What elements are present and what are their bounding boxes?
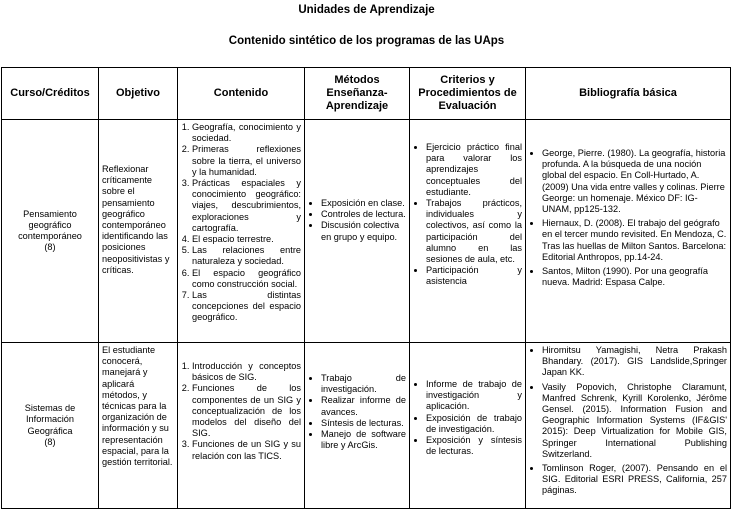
list-item: • Trabajos prácticos, individuales y colectivos, así como la participación del alumno en las sesiones de aula, etc. xyxy=(426,198,522,265)
header-row xyxy=(2,68,731,120)
list-item: • Discusión colectiva en grupo y equipo. xyxy=(321,220,406,242)
header-curso: Curso/Créditos xyxy=(2,68,99,120)
bibliography-cell xyxy=(526,120,731,343)
methods-list xyxy=(308,198,406,243)
course-cell xyxy=(2,120,99,343)
list-item: 2. Primeras reflexiones sobre la tierra, el universo y la humanidad. xyxy=(192,144,301,178)
objective-cell xyxy=(99,343,178,509)
content-list xyxy=(181,361,301,462)
list-item: • Exposición en clase. xyxy=(321,198,406,209)
list-item: 1. Introducción y conceptos básicos de SIG. xyxy=(192,361,301,383)
content-cell xyxy=(178,343,305,509)
criteria-list xyxy=(413,379,522,457)
list-item: • Santos, Milton (1990). Por una geografía nueva. Madrid: Espasa Calpe. xyxy=(542,266,727,288)
list-item: • Participación y asistencia xyxy=(426,265,522,287)
list-item: • Síntesis de lecturas. xyxy=(321,418,406,429)
bibliography-list xyxy=(529,148,727,288)
list-item: 2. Funciones de los componentes de un SIG y conceptualización de los modelos del diseño del SIG. xyxy=(192,383,301,439)
list-item: • Ejercicio práctico final para valorar los aprendizajes conceptuales del estudiante. xyxy=(426,142,522,198)
list-item: • Exposición de trabajo de investigación. xyxy=(426,413,522,435)
list-item: 1. Geografía, conocimiento y sociedad. xyxy=(192,122,301,144)
list-item: 4. El espacio terrestre. xyxy=(192,234,301,245)
list-item: • Vasily Popovich, Christophe Claramunt, Manfred Schrenk, Kyrill Korolenko, Jérôme Gensel. (2015). Information Fusion and Geographic Information Systems (IF&GIS' 2015): Deep Virtualization for Mobile GIS, Springer International Publishing Switzerland. xyxy=(542,382,727,460)
list-item: • Tomlinson Roger, (2007). Pensando en el SIG. Editorial ESRI PRESS, California, 257 páginas. xyxy=(542,463,727,497)
list-item: 3. Funciones de un SIG y su relación con las TICS. xyxy=(192,439,301,461)
list-item: • Manejo de software libre y ArcGis. xyxy=(321,429,406,451)
list-item: • Hiernaux, D. (2008). El trabajo del geógrafo en el tercer mundo revisited. En Mendoza, C. Tras las huellas de Milton Santos. Barcelona: Editorial Anthropos, pp.14-24. xyxy=(542,218,727,263)
list-item: • Controles de lectura. xyxy=(321,209,406,220)
course-cell xyxy=(2,343,99,509)
course-credits: (8) xyxy=(44,436,56,447)
objective-text: Reflexionar críticamente sobre el pensamiento geográfico contemporáneo identificando las posiciones neopositivistas y críticas. xyxy=(102,164,170,275)
objective-text: El estudiante conocerá, manejará y aplicará métodos, y técnicas para la organización de información y su representación espacial, para la gestión territorial. xyxy=(102,345,173,468)
document-title: Unidades de Aprendizaje xyxy=(298,4,435,16)
list-item: • Exposición y síntesis de lecturas. xyxy=(426,435,522,457)
header-objetivo: Objetivo xyxy=(99,68,178,120)
methods-list xyxy=(308,373,406,451)
criteria-cell xyxy=(410,120,526,343)
list-item: 5. Las relaciones entre naturaleza y sociedad. xyxy=(192,245,301,267)
methods-cell xyxy=(305,343,410,509)
header-bibliografia: Bibliografía básica xyxy=(526,68,731,120)
content-list xyxy=(181,122,301,324)
document-subtitle: Contenido sintético de los programas de las UAps xyxy=(228,35,505,47)
list-item: • Trabajo de investigación. xyxy=(321,373,406,395)
list-item: 6. El espacio geográfico como construcción social. xyxy=(192,268,301,290)
list-item: • Hiromitsu Yamagishi, Netra Prakash Bhandary. (2017). GIS Landslide,Springer Japan KK. xyxy=(542,345,727,379)
course-credits: (8) xyxy=(44,242,56,253)
header-criterios: Criterios y Procedimientos de Evaluación xyxy=(410,68,526,120)
bibliography-cell xyxy=(526,343,731,509)
course-name: Pensamiento geográfico contemporáneo xyxy=(18,208,82,241)
list-item: • Realizar informe de avances. xyxy=(321,395,406,417)
header-metodos: Métodos Enseñanza-Aprendizaje xyxy=(305,68,410,120)
table-row xyxy=(2,343,731,509)
uap-table xyxy=(1,67,731,509)
methods-cell xyxy=(305,120,410,343)
list-item: • George, Pierre. (1980). La geografía, historia profunda. A la búsqueda de una noción global del espacio. En Coll-Hurtado, A. (2009) Una vida entre valles y colinas. Pierre George: un homenaje. México DF: IG-UNAM, pp125-132. xyxy=(542,148,727,215)
objective-cell xyxy=(99,120,178,343)
criteria-cell xyxy=(410,343,526,509)
list-item: 3. Prácticas espaciales y conocimiento geográfico: viajes, descubrimientos, exploraciones y cartografía. xyxy=(192,178,301,234)
list-item: 7. Las distintas concepciones del espacio geográfico. xyxy=(192,290,301,324)
content-cell xyxy=(178,120,305,343)
criteria-list xyxy=(413,142,522,288)
header-contenido: Contenido xyxy=(178,68,305,120)
bibliography-list xyxy=(529,345,727,497)
course-name: Sistemas de Información Geográfica xyxy=(24,403,76,436)
table-row xyxy=(2,120,731,343)
list-item: • Informe de trabajo de investigación y aplicación. xyxy=(426,379,522,413)
